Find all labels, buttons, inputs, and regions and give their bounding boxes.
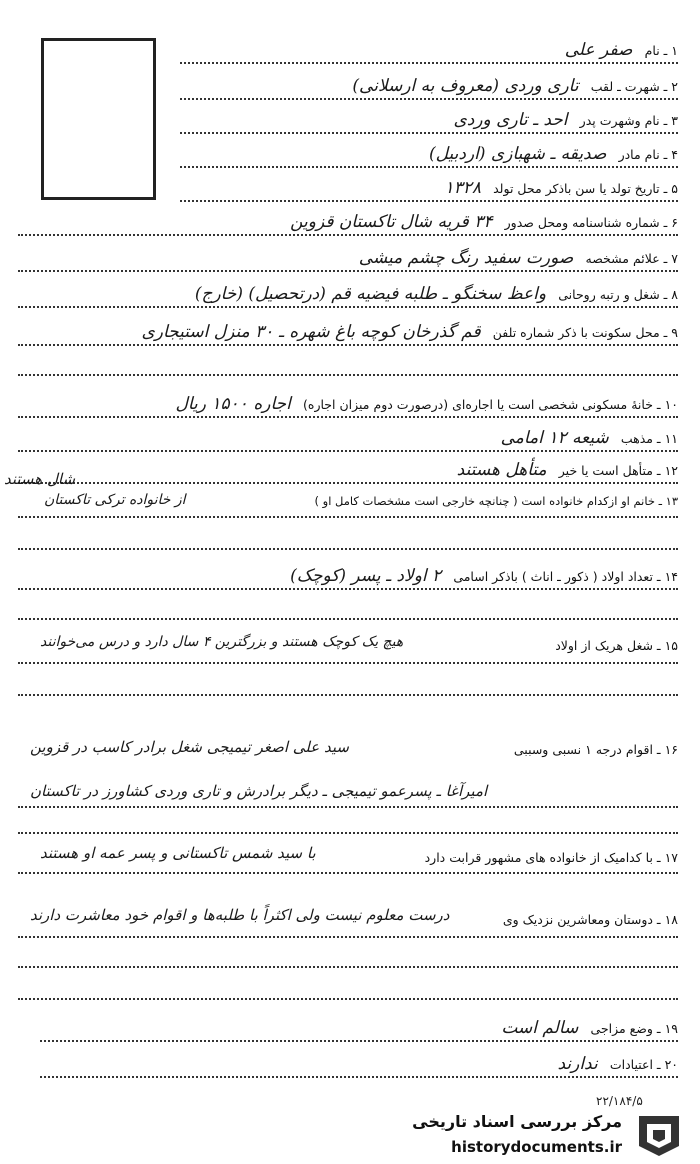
field-value: شیعه ۱۲ امامی [500,428,609,448]
field-religion [501,428,678,448]
field-value: ۳۴ قریه شال تاکستان قزوین [290,212,493,232]
field-value: درست معلوم نیست ولی اکثراً با طلبه‌ها و اقوام خود معاشرت دارند [30,906,450,924]
field-notable-families [425,850,678,866]
field-value: متأهل هستند [456,460,547,480]
dotted-line [18,234,678,236]
field-value: واعظ سخنگو ـ طلبه فیضیه قم (درتحصیل) (خارج) [194,284,547,304]
field-friends [503,912,678,928]
field-children-occupation [555,638,678,654]
field-label: ۱۱ ـ مذهب [620,431,678,446]
field-value: صفر علی [564,40,633,60]
dotted-line [18,374,678,376]
field-value: ۲ اولاد ـ پسر (کوچک) [290,566,442,586]
field-name [565,40,678,60]
field-label: ۷ ـ علائم مشخصه [585,251,678,266]
field-label: ۱ ـ نام [644,43,678,58]
field-value: صورت سفید رنگ چشم میشی [358,248,574,268]
field-father [453,110,678,130]
dotted-line [18,516,678,518]
field-label: ۱۳ ـ خانم او ازکدام خانواده است ( چنانچه خارجی است مشخصات کامل او ) [314,494,678,508]
field-value: تاری وردی (معروف به ارسلانی) [352,76,579,96]
dotted-line [18,618,678,620]
archive-logo-icon [631,1112,687,1158]
field-label: ۱۲ ـ متأهل است یا خیر [558,463,678,478]
field-value: احد ـ تاری وردی [453,110,568,130]
archive-name: مرکز بررسی اسناد تاریخی [412,1112,622,1131]
field-value: هیچ یک کوچک هستند و بزرگترین ۴ سال دارد و درس می‌خوانند [40,634,404,650]
field-label: ۱۸ ـ دوستان ومعاشرین نزدیک وی [502,912,678,927]
field-label: ۴ ـ نام مادر [618,147,678,162]
field-label: ۱۶ ـ اقوام درجه ۱ نسبی وسببی [513,742,678,757]
dotted-line [18,588,678,590]
dotted-line [18,450,678,452]
dotted-line [18,482,678,484]
field-birth [444,178,678,198]
field-relatives [514,742,678,758]
dotted-line [180,200,678,202]
field-wife-family [315,494,679,508]
field-value-continuation: امیرآغا ـ پسرعمو تیمیجی ـ دیگر برادرش و تاری وردی کشاورز در تاکستان [30,782,488,800]
field-label: ۶ ـ شماره شناسنامه ومحل صدور [504,215,678,230]
archive-url: historydocuments.ir [451,1138,622,1156]
dotted-line [40,1076,678,1078]
dotted-line [18,998,678,1000]
dotted-line [180,62,678,64]
dotted-line [18,936,678,938]
dotted-line [18,872,678,874]
field-value: اجاره ۱۵۰۰ ریال [175,394,291,414]
field-label: ۱۰ ـ خانهٔ مسکونی شخصی است یا اجاره‌ای (درصورت دوم میزان اجاره) [303,397,678,412]
dotted-line [18,694,678,696]
field-surname [352,76,678,96]
field-label: ۲ ـ شهرت ـ لقب [590,79,678,94]
field-residence [141,322,678,342]
field-features [359,248,678,268]
field-marital [457,460,678,480]
field-house [176,394,678,414]
field-value: صدیقه ـ شهبازی (اردبیل) [429,144,607,164]
dotted-line [18,416,678,418]
field-health [501,1018,678,1038]
field-label: ۱۴ ـ تعداد اولاد ( ذکور ـ اناث ) باذکر اسامی [453,569,678,584]
dotted-line [18,806,678,808]
field-occupation [195,284,678,304]
dotted-line [18,344,678,346]
dotted-line [180,132,678,134]
field-value: ۱۳۲۸ [444,178,481,198]
photo-box [41,38,156,200]
field-label: ۲۰ ـ اعتیادات [609,1057,678,1072]
dotted-line [18,548,678,550]
field-label: ۱۵ ـ شغل هریک از اولاد [555,638,678,653]
field-value: قم گذرخان کوچه باغ شهره ـ ۳۰ منزل استیجاری [141,322,481,342]
field-label: ۹ ـ محل سکونت با ذکر شماره تلفن [492,325,678,340]
field-value: ندارند [557,1054,598,1074]
field-label: ۳ ـ نام وشهرت پدر [579,113,678,128]
dotted-line [18,306,678,308]
field-label: ۵ ـ تاریخ تولد یا سن باذکر محل تولد [493,181,678,196]
field-label: ۱۹ ـ وضع مزاجی [590,1021,678,1036]
dotted-line [180,98,678,100]
field-value: با سید شمس تاکستانی و پسر عمه او هستند [40,844,316,862]
field-value: از خانواده ترکی تاکستان [44,492,186,508]
dotted-line [18,966,678,968]
field-value: سالم است [501,1018,579,1038]
field-mother [429,144,678,164]
field-addictions [557,1054,678,1074]
margin-note: شال هستند [4,470,76,488]
dotted-line [180,166,678,168]
field-label: ۱۷ ـ با کدامیک از خانواده های مشهور قرابت دارد [424,850,678,865]
dotted-line [18,832,678,834]
document-number: ۲۲/۱۸۴/۵ [596,1094,643,1108]
dotted-line [18,662,678,664]
field-children [290,566,678,586]
dotted-line [18,270,678,272]
dotted-line [40,1040,678,1042]
field-id [290,212,678,232]
field-label: ۸ ـ شغل و رتبه روحانی [558,287,678,302]
field-value: سید علی اصغر تیمیجی شغل برادر کاسب در قزوین [30,738,349,756]
